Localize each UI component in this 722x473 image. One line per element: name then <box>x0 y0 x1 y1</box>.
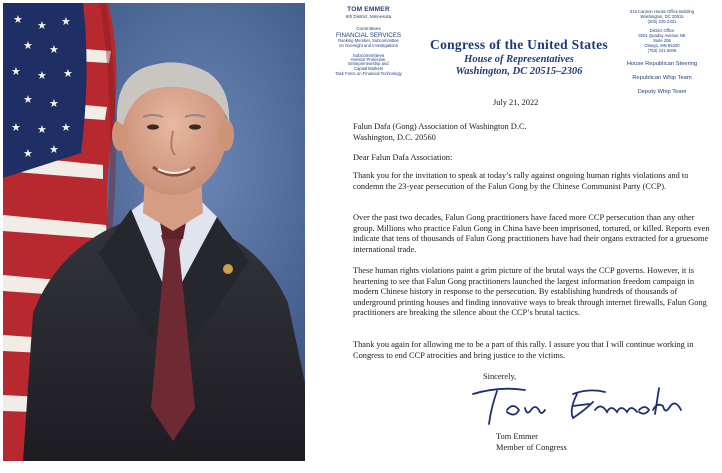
dc-office-line: (202) 225-2331 <box>647 18 677 24</box>
signer-block <box>496 432 567 453</box>
svg-text:★: ★ <box>11 121 21 134</box>
handwritten-signature-icon <box>469 380 689 428</box>
svg-text:★: ★ <box>61 121 71 134</box>
svg-text:★: ★ <box>23 93 33 106</box>
member-name: TOM EMMER <box>347 6 390 13</box>
district-office-line: Otsego, MN 55330 <box>644 42 680 48</box>
letter-page <box>306 0 722 473</box>
committee-role-line: on Oversight and Investigations <box>339 42 398 48</box>
role-steering: House Republican Steering <box>626 61 698 68</box>
letterhead-center <box>414 37 624 77</box>
svg-text:★: ★ <box>49 97 59 110</box>
congress-title: Congress of the United States <box>430 37 608 52</box>
committees-heading: Committees <box>356 26 381 31</box>
letterhead-right <box>602 10 722 95</box>
role-whip-team: Republican Whip Team <box>632 75 692 82</box>
signer-name: Tom Emmer <box>496 432 538 441</box>
district-office-line: District Office <box>649 28 675 34</box>
svg-text:★: ★ <box>37 19 47 32</box>
house-address: Washington, DC 20515–2306 <box>455 66 583 77</box>
subcommittee-line: Capital Markets <box>353 66 384 72</box>
district-office-line: 9201 Quaday Avenue NE <box>638 33 686 39</box>
committee-name: FINANCIAL SERVICES <box>336 32 401 39</box>
salutation: Dear Falun Dafa Association: <box>353 153 453 162</box>
svg-text:★: ★ <box>61 15 71 28</box>
svg-text:★: ★ <box>63 67 73 80</box>
svg-text:★: ★ <box>23 39 33 52</box>
paragraph: These human rights violations paint a grim picture of the brutal ways the CCP governs. However, it is heartening to see that Falun Gong practitioners launched the largest information freedom campaign in modern Chinese history in response to the persecution. By establishing hundreds of thousands of underground printing houses and finding innovative ways to break through internet firewalls, Falun Gong practitioners are breaking the silence about the CCP’s brutal tactics. <box>353 266 707 318</box>
svg-text:★: ★ <box>37 123 47 136</box>
district-office-line: (763) 241-6848 <box>647 47 677 53</box>
subcommittee-line: Entrepreneurship and <box>348 61 389 67</box>
letter-date: July 21, 2022 <box>493 98 539 107</box>
committee-role-line: Ranking Member, Subcommittee <box>338 38 399 43</box>
closing: Sincerely, <box>483 372 517 381</box>
svg-text:★: ★ <box>13 13 23 26</box>
subcommittees-heading: Subcommittees <box>352 52 385 58</box>
recipient-address <box>353 122 703 143</box>
paragraph: Over the past two decades, Falun Gong practitioners have faced more CCP persecution than any other group. Millions who practice Falun Gong in China have been imprisoned, tortured, or killed. Reports even indicate that tens of thousands of Falun Gong practitioners have had their organs extracted for a gruesome international trade. <box>353 213 710 254</box>
signer-title: Member of Congress <box>496 442 567 452</box>
svg-text:★: ★ <box>23 147 33 160</box>
dc-office-line: 315 Cannon House Office Building <box>629 9 695 14</box>
svg-text:★: ★ <box>49 143 59 156</box>
paragraph: Thank you for the invitation to speak at today’s rally against ongoing human rights violations and to condemn the 23-year persecution of the Falun Gong by the Chinese Communist Party (CCP). <box>353 171 689 191</box>
task-force: Task Force on Financial Technology <box>335 70 402 76</box>
subcommittee-line: Investor Protection, <box>350 56 387 62</box>
official-portrait <box>3 3 305 461</box>
svg-text:★: ★ <box>49 43 59 56</box>
house-title: House of Representatives <box>464 54 574 65</box>
role-deputy-whip: Deputy Whip Team <box>637 89 687 96</box>
paragraph: Thank you again for allowing me to be a part of this rally. I assure you that I will continue working in Congress to end CCP atrocities and bring justice to the victims. <box>353 340 694 360</box>
address-line: Washington, D.C. 20560 <box>353 132 436 142</box>
svg-text:★: ★ <box>11 65 21 78</box>
member-district: 6th District, Minnesota <box>345 14 392 19</box>
congressional-lapel-pin-icon <box>223 264 233 274</box>
svg-text:★: ★ <box>37 69 47 82</box>
letterhead-left <box>306 6 431 77</box>
dc-office-line: Washington, DC 20515 <box>640 13 684 19</box>
address-line: Falun Dafa (Gong) Association of Washington D.C. <box>353 122 527 131</box>
district-office-line: Suite 206 <box>653 37 671 43</box>
portrait-illustration <box>3 3 305 461</box>
